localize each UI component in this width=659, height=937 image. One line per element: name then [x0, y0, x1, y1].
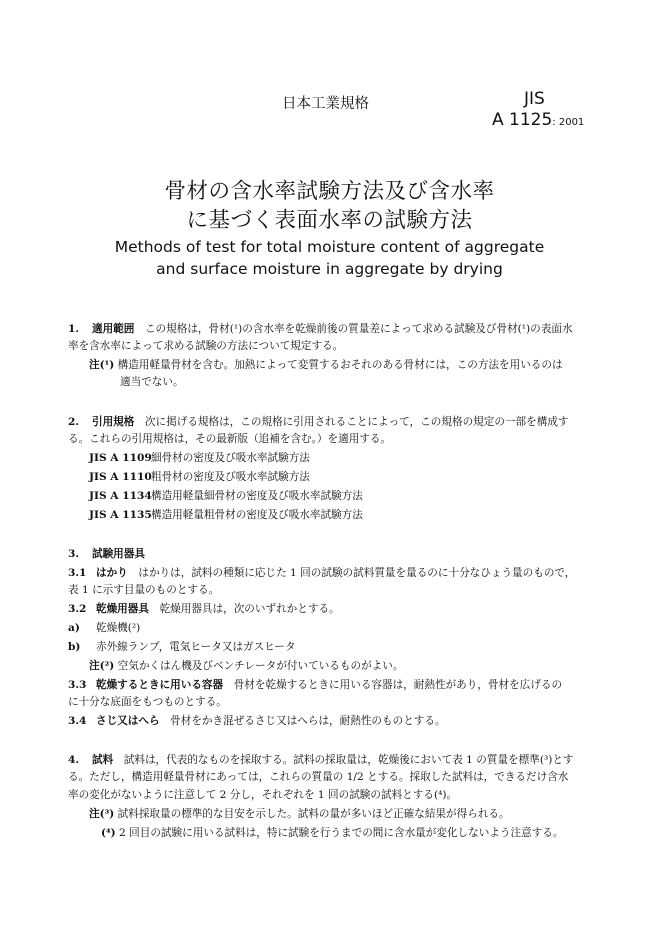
section-3-2-line	[68, 601, 340, 617]
section-4-line2: る。ただし，構造用軽量骨材にあっては，これらの質量の 1/2 とする。採取した試料は，できるだけ含水	[68, 771, 569, 783]
section-3-1-text: はかりは，試料の種類に応じた 1 回の試験の試料質量を量るのに十分なひょう量のもので，	[138, 567, 576, 579]
section-3-2-number: 3.2	[68, 603, 87, 615]
section-4-number: 4.	[68, 754, 80, 766]
reference-item	[89, 507, 363, 523]
section-4-line1	[68, 752, 574, 768]
section-2-number: 2.	[68, 416, 80, 428]
reference-code: JIS A 1109	[89, 452, 152, 464]
section-3-number: 3.	[68, 548, 80, 560]
title-en-line2: and surface moisture in aggregate by drying	[156, 260, 503, 278]
list-item-a-text: 乾燥機(²)	[96, 622, 141, 634]
section-3-1-number: 3.1	[68, 567, 87, 579]
list-item-a-label: a)	[68, 622, 80, 634]
section-4-text: 試料は，代表的なものを採取する。試料の採取量は，乾燥後において表 1 の質量を標準(³)とす	[123, 754, 574, 766]
note-4-text: 2 回目の試験に用いる試料は，特に試験を行うまでの間に含水量が変化しないよう注意する。	[119, 827, 564, 839]
section-1-line1	[68, 321, 573, 337]
standard-year: : 2001	[552, 117, 585, 128]
section-1-number: 1.	[68, 323, 80, 335]
reference-code: JIS A 1110	[89, 471, 152, 483]
section-3-4-number: 3.4	[68, 715, 87, 727]
note-2	[89, 658, 403, 674]
section-2-text: 次に掲げる規格は，この規格に引用されることによって，この規格の規定の一部を構成す	[144, 416, 569, 428]
note-1-text: 構造用軽量骨材を含む。加熱によって変質するおそれのある骨材には，この方法を用いるのは	[117, 359, 563, 371]
section-2-line1	[68, 414, 569, 430]
reference-title: 構造用軽量粗骨材の密度及び吸水率試験方法	[151, 509, 363, 521]
note-3-text: 試料採取量の標準的な目安を示した。試料の量が多いほど正確な結果が得られる。	[117, 808, 510, 820]
section-3-3-line2: に十分な底面をもつものとする。	[68, 696, 227, 708]
section-3-4-line	[68, 713, 446, 729]
standard-organization: 日本工業規格	[282, 96, 369, 112]
reference-title: 構造用軽量細骨材の密度及び吸水率試験方法	[151, 490, 363, 502]
standard-jis-label: JIS	[524, 89, 545, 109]
section-3-1-heading: はかり	[96, 567, 128, 579]
section-3-heading-line	[68, 546, 145, 562]
section-3-1-line1	[68, 565, 575, 581]
section-2-line2: る。これらの引用規格は，その最新版（追補を含む。）を適用する。	[68, 433, 392, 445]
standard-number	[492, 110, 584, 130]
list-item-b-text: 赤外線ランプ，電気ヒータ又はガスヒータ	[96, 641, 296, 653]
reference-title: 粗骨材の密度及び吸水率試験方法	[151, 471, 310, 483]
reference-item	[89, 469, 310, 485]
reference-item	[89, 450, 310, 466]
standard-code: A 1125	[492, 110, 553, 130]
section-3-2-text: 乾燥用器具は，次のいずれかとする。	[159, 603, 340, 615]
list-item-a	[68, 620, 140, 636]
note-2-label: 注(²)	[89, 660, 115, 672]
note-4	[101, 825, 564, 841]
section-4-heading: 試料	[92, 754, 114, 766]
reference-code: JIS A 1134	[89, 490, 152, 502]
section-3-3-line1	[68, 677, 562, 693]
section-1-heading: 適用範囲	[92, 323, 135, 335]
note-1-label: 注(¹)	[89, 359, 115, 371]
section-3-3-heading: 乾燥するときに用いる容器	[96, 679, 224, 691]
section-3-1-line2: 表 1 に示す目量のものとする。	[68, 584, 220, 596]
reference-code: JIS A 1135	[89, 509, 152, 521]
title-ja-line1: 骨材の含水率試験方法及び含水率	[164, 179, 495, 204]
section-4-line3: 率の変化がないように注意して 2 分し，それぞれを 1 回の試験の試料とする(⁴)。	[68, 789, 458, 801]
section-3-heading: 試験用器具	[92, 548, 145, 560]
reference-item	[89, 488, 363, 504]
section-3-3-number: 3.3	[68, 679, 87, 691]
note-3-label: 注(³)	[89, 808, 115, 820]
note-1-line2: 適当でない。	[120, 376, 184, 388]
section-3-2-heading: 乾燥用器具	[96, 603, 149, 615]
list-item-b-label: b)	[68, 641, 81, 653]
reference-title: 細骨材の密度及び吸水率試験方法	[151, 452, 310, 464]
section-3-4-text: 骨材をかき混ぜるさじ又はへらは，耐熱性のものとする。	[170, 715, 446, 727]
title-ja-line2: に基づく表面水率の試験方法	[186, 208, 473, 233]
section-1-text: この規格は，骨材(¹)の含水率を乾燥前後の質量差によって求める試験及び骨材(¹)の表面水	[144, 323, 573, 335]
section-2-heading: 引用規格	[92, 416, 135, 428]
section-3-4-heading: さじ又はへら	[96, 715, 160, 727]
section-3-3-text: 骨材を乾燥するときに用いる容器は，耐熱性があり，骨材を広げるの	[233, 679, 563, 691]
list-item-b	[68, 639, 296, 655]
note-3	[89, 806, 510, 822]
title-en-line1: Methods of test for total moisture content of aggregate	[114, 238, 545, 256]
note-2-text: 空気かくはん機及びベンチレータが付いているものがよい。	[117, 660, 404, 672]
section-1-line2: 率を含水率によって求める試験の方法について規定する。	[68, 340, 344, 352]
note-4-label: (⁴)	[101, 827, 116, 839]
note-1	[89, 357, 563, 373]
